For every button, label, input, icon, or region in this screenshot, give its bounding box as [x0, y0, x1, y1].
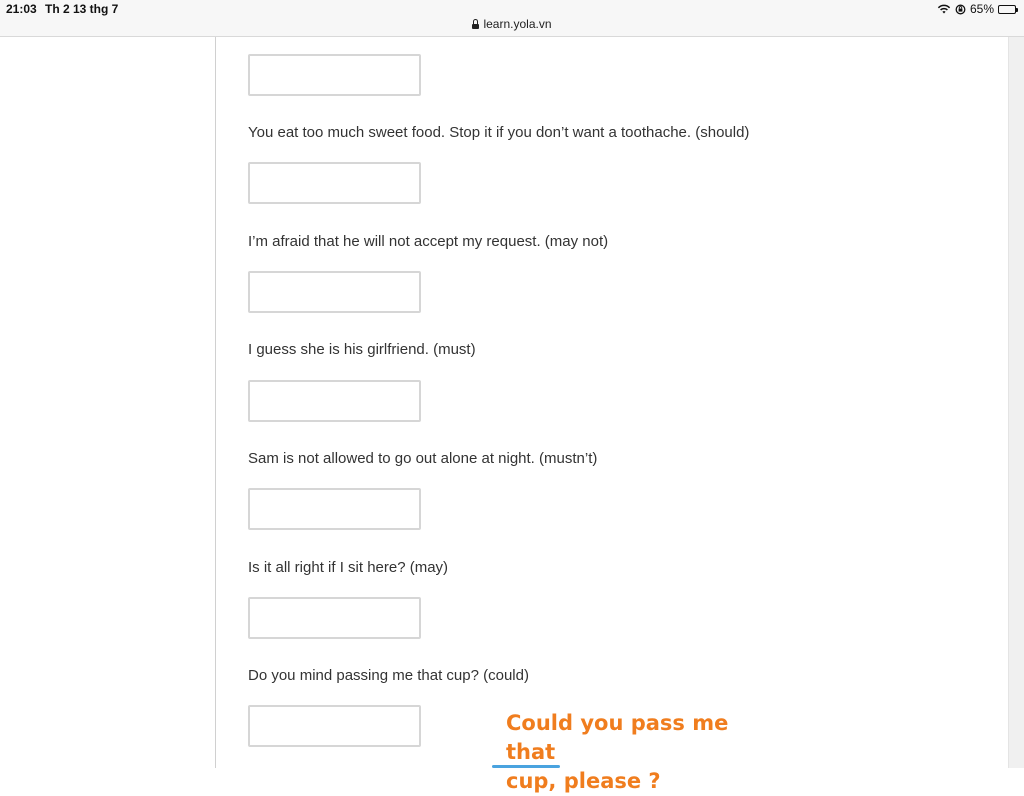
question-text-4: I guess she is his girlfriend. (must): [248, 341, 476, 358]
answer-input-6[interactable]: [248, 597, 421, 639]
orientation-lock-icon: [955, 4, 966, 15]
battery-icon: [998, 5, 1016, 14]
question-text-2: You eat too much sweet food. Stop it if you don’t want a toothache. (should): [248, 124, 750, 141]
annotation-line-2: cup, please ?: [506, 769, 661, 793]
question-text-6: Is it all right if I sit here? (may): [248, 559, 449, 576]
annotation-line-1: Could you pass me that: [506, 711, 729, 764]
annotation-underline: [492, 765, 560, 768]
question-text-5: Sam is not allowed to go out alone at night. (mustn’t): [248, 450, 598, 467]
lock-icon: [472, 21, 479, 29]
answer-input-1[interactable]: [248, 54, 421, 96]
status-indicators: [937, 2, 1016, 16]
url-text: learn.yola.vn: [483, 17, 552, 31]
wifi-icon: [937, 4, 951, 14]
answer-input-2[interactable]: [248, 162, 421, 204]
status-date: Th 2 13 thg 7: [45, 2, 119, 16]
question-text-7: Do you mind passing me that cup? (could): [248, 667, 529, 684]
battery-percent: 65%: [969, 2, 994, 16]
scrollbar[interactable]: [1008, 37, 1024, 768]
status-time: 21:03: [6, 2, 37, 16]
content-left-border: [215, 37, 216, 768]
answer-input-3[interactable]: [248, 271, 421, 313]
answer-input-4[interactable]: [248, 380, 421, 422]
address-bar[interactable]: [0, 17, 1024, 31]
answer-input-7[interactable]: [248, 705, 421, 747]
answer-annotation: [506, 709, 766, 796]
answer-input-5[interactable]: [248, 488, 421, 530]
question-text-3: I’m afraid that he will not accept my request. (may not): [248, 233, 609, 250]
